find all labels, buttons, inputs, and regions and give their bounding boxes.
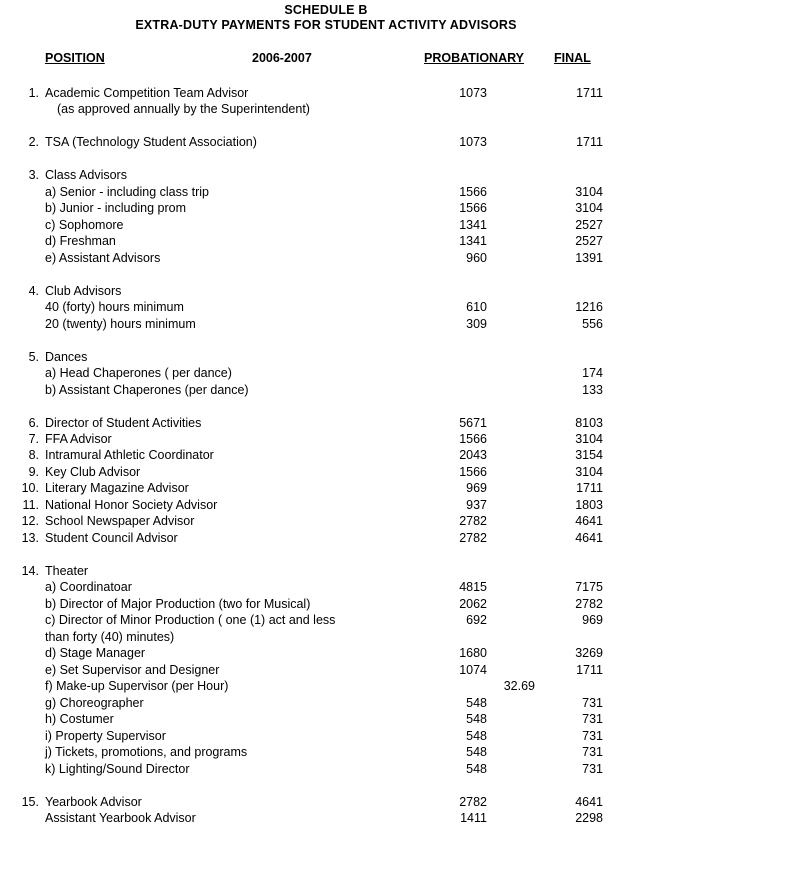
position-label: Student Council Advisor (45, 531, 178, 545)
probationary-value: 1073 (459, 135, 487, 149)
header-final: FINAL (554, 51, 591, 65)
position-label: Class Advisors (45, 168, 127, 182)
final-value: 969 (582, 613, 603, 627)
table-row (0, 365, 800, 381)
position-label: Theater (45, 564, 89, 578)
table-row (0, 810, 800, 826)
table-row (0, 711, 800, 727)
probationary-value: 548 (466, 762, 487, 776)
probationary-value: 937 (466, 498, 487, 512)
probationary-value: 1341 (459, 234, 487, 248)
probationary-value: 548 (466, 712, 487, 726)
table-row (0, 200, 800, 216)
position-label: Director of Student Activities (45, 416, 202, 430)
probationary-value: 1566 (459, 432, 487, 446)
probationary-value: 2782 (459, 531, 487, 545)
probationary-value: 548 (466, 696, 487, 710)
final-value: 1711 (576, 663, 603, 677)
header-probationary: PROBATIONARY (424, 51, 524, 65)
item-number: 3. (28, 168, 39, 182)
table-row (0, 101, 800, 117)
schedule-title: SCHEDULE B (284, 3, 368, 17)
probationary-value: 1566 (459, 185, 487, 199)
final-value: 731 (582, 729, 603, 743)
table-row (0, 761, 800, 777)
final-value: 3104 (575, 201, 603, 215)
final-value: 1391 (575, 251, 603, 265)
position-label: f) Make-up Supervisor (per Hour) (45, 679, 229, 693)
item-number: 14. (21, 564, 39, 578)
position-label: d) Stage Manager (45, 646, 146, 660)
final-value: 133 (582, 383, 603, 397)
final-value: 731 (582, 745, 603, 759)
table-row (0, 579, 800, 595)
position-label: c) Sophomore (45, 218, 124, 232)
table-row (0, 447, 800, 463)
probationary-value: 2782 (459, 795, 487, 809)
final-value: 2782 (575, 597, 603, 611)
position-label: d) Freshman (45, 234, 116, 248)
position-label: a) Senior - including class trip (45, 185, 209, 199)
table-row (0, 629, 800, 645)
probationary-value: 1073 (459, 86, 487, 100)
position-label: c) Director of Minor Production ( one (1) act and less (45, 613, 336, 627)
probationary-value: 1074 (459, 663, 487, 677)
position-label: h) Costumer (45, 712, 114, 726)
final-value: 7175 (575, 580, 603, 594)
position-label: 20 (twenty) hours minimum (45, 317, 196, 331)
table-row (0, 349, 800, 365)
item-number: 7. (28, 432, 39, 446)
table-row (0, 283, 800, 299)
position-label: b) Director of Major Production (two for Musical) (45, 597, 311, 611)
probationary-value: 610 (466, 300, 487, 314)
probationary-value: 969 (466, 481, 487, 495)
position-label: than forty (40) minutes) (45, 630, 175, 644)
probationary-value: 2043 (459, 448, 487, 462)
position-label: TSA (Technology Student Association) (45, 135, 257, 149)
item-number: 6. (28, 416, 39, 430)
item-number: 15. (21, 795, 39, 809)
final-value: 1711 (576, 135, 603, 149)
position-label: (as approved annually by the Superintendent) (57, 102, 310, 116)
final-value: 3104 (575, 432, 603, 446)
final-value: 3269 (575, 646, 603, 660)
item-number: 1. (28, 86, 39, 100)
table-row (0, 217, 800, 233)
table-row (0, 316, 800, 332)
probationary-value: 2782 (459, 514, 487, 528)
table-row (0, 415, 800, 431)
final-value: 731 (582, 696, 603, 710)
final-value: 2298 (575, 811, 603, 825)
position-label: 40 (forty) hours minimum (45, 300, 184, 314)
table-row (0, 250, 800, 266)
probationary-value: 1566 (459, 201, 487, 215)
table-row (0, 612, 800, 628)
final-value: 731 (582, 712, 603, 726)
final-value: 8103 (575, 416, 603, 430)
table-row (0, 794, 800, 810)
probationary-value: 548 (466, 729, 487, 743)
table-row (0, 464, 800, 480)
hourly-rate-value: 32.69 (503, 679, 535, 693)
final-value: 4641 (575, 795, 603, 809)
position-label: Intramural Athletic Coordinator (45, 448, 214, 462)
item-number: 4. (28, 284, 39, 298)
table-row (0, 184, 800, 200)
probationary-value: 2062 (459, 597, 487, 611)
table-row (0, 85, 800, 101)
position-label: Key Club Advisor (45, 465, 141, 479)
position-label: e) Set Supervisor and Designer (45, 663, 220, 677)
position-label: Literary Magazine Advisor (45, 481, 189, 495)
final-value: 2527 (575, 218, 603, 232)
final-value: 1711 (576, 86, 603, 100)
position-label: g) Choreographer (45, 696, 144, 710)
table-row (0, 513, 800, 529)
table-row (0, 382, 800, 398)
position-label: a) Head Chaperones ( per dance) (45, 366, 232, 380)
final-value: 731 (582, 762, 603, 776)
probationary-value: 4815 (459, 580, 487, 594)
table-row (0, 728, 800, 744)
position-label: j) Tickets, promotions, and programs (45, 745, 248, 759)
item-number: 13. (21, 531, 39, 545)
final-value: 2527 (575, 234, 603, 248)
position-label: Dances (45, 350, 88, 364)
position-label: FFA Advisor (45, 432, 112, 446)
probationary-value: 5671 (459, 416, 487, 430)
probationary-value: 1341 (459, 218, 487, 232)
table-row (0, 480, 800, 496)
table-row (0, 530, 800, 546)
final-value: 4641 (575, 514, 603, 528)
position-label: a) Coordinatoar (45, 580, 132, 594)
position-label: b) Assistant Chaperones (per dance) (45, 383, 249, 397)
document-title: EXTRA-DUTY PAYMENTS FOR STUDENT ACTIVITY ADVISORS (135, 18, 517, 32)
position-label: National Honor Society Advisor (45, 498, 218, 512)
table-row (0, 431, 800, 447)
final-value: 1711 (576, 481, 603, 495)
item-number: 10. (21, 481, 39, 495)
final-value: 1216 (575, 300, 603, 314)
probationary-value: 960 (466, 251, 487, 265)
table-row (0, 497, 800, 513)
position-label: k) Lighting/Sound Director (45, 762, 190, 776)
position-label: Club Advisors (45, 284, 122, 298)
position-label: i) Property Supervisor (45, 729, 166, 743)
final-value: 174 (582, 366, 603, 380)
table-row (0, 563, 800, 579)
final-value: 4641 (575, 531, 603, 545)
position-label: b) Junior - including prom (45, 201, 187, 215)
position-label: e) Assistant Advisors (45, 251, 161, 265)
table-row (0, 233, 800, 249)
table-row (0, 167, 800, 183)
probationary-value: 309 (466, 317, 487, 331)
table-row (0, 299, 800, 315)
position-label: Assistant Yearbook Advisor (45, 811, 196, 825)
probationary-value: 548 (466, 745, 487, 759)
final-value: 3104 (575, 185, 603, 199)
final-value: 556 (582, 317, 603, 331)
item-number: 8. (28, 448, 39, 462)
probationary-value: 1411 (460, 811, 487, 825)
final-value: 3104 (575, 465, 603, 479)
table-row (0, 134, 800, 150)
item-number: 11. (22, 498, 39, 512)
table-row (0, 596, 800, 612)
final-value: 1803 (575, 498, 603, 512)
position-label: Yearbook Advisor (45, 795, 142, 809)
position-label: School Newspaper Advisor (45, 514, 195, 528)
position-label: Academic Competition Team Advisor (45, 86, 249, 100)
final-value: 3154 (575, 448, 603, 462)
item-number: 5. (28, 350, 39, 364)
probationary-value: 1566 (459, 465, 487, 479)
item-number: 2. (28, 135, 39, 149)
probationary-value: 1680 (459, 646, 487, 660)
header-position: POSITION (45, 51, 105, 65)
probationary-value: 692 (466, 613, 487, 627)
table-row (0, 744, 800, 760)
table-row (0, 645, 800, 661)
item-number: 12. (21, 514, 39, 528)
table-row (0, 695, 800, 711)
table-row (0, 662, 800, 678)
table-row (0, 678, 800, 694)
header-year: 2006-2007 (252, 51, 312, 65)
item-number: 9. (28, 465, 39, 479)
